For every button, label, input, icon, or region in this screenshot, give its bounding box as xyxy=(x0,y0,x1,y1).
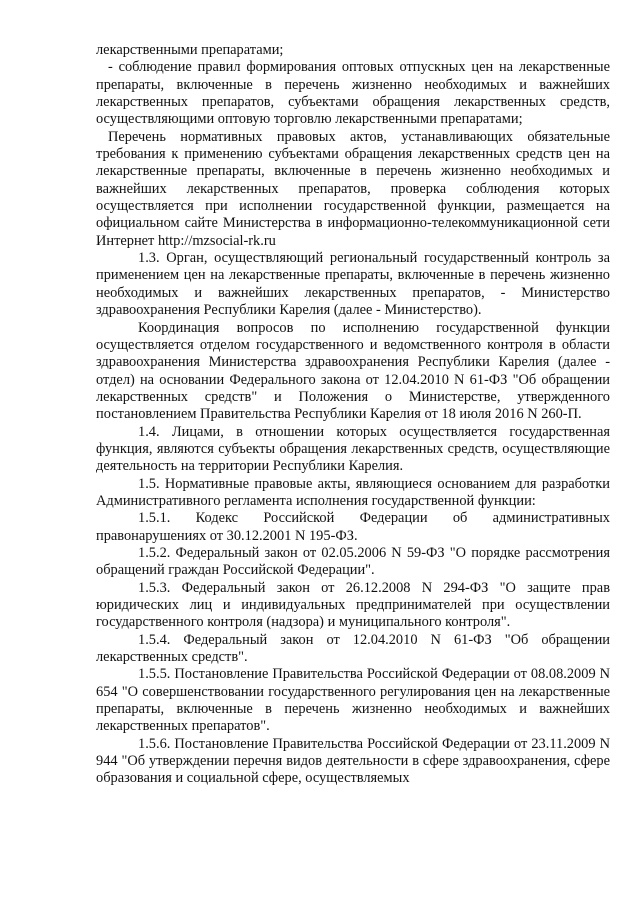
paragraph-wholesale-prices: - соблюдение правил формирования оптовых отпускных цен на лекарственные препараты, включенные в перечень жизненно необходимых и важнейших лекарственных препаратов, субъектами обращения лекарственных средств, осуществляющими оптовую торговлю лекарственными препаратами; xyxy=(96,59,610,128)
document-page xyxy=(96,42,610,892)
paragraph-coordination: Координация вопросов по исполнению государственной функции осуществляется отделом государственного и ведомственного контроля в области здравоохранения Министерства здравоохранения Республики Карелия (далее - отдел) на основании Федерального закона от 12.04.2010 N 61-ФЗ "Об обращении лекарственных средств" и Положения о Министерстве, утвержденного постановлением Правительства Республики Карелия от 18 июля 2016 N 260-П. xyxy=(96,319,610,423)
paragraph-1-5-1: 1.5.1. Кодекс Российской Федерации об административных правонарушениях от 30.12.2001 N 195-ФЗ. xyxy=(96,510,610,544)
paragraph-1-4: 1.4. Лицами, в отношении которых осуществляется государственная функция, являются субъекты обращения лекарственных средств, осуществляющие деятельность на территории Республики Карелия. xyxy=(96,423,610,475)
paragraph-1-5-6: 1.5.6. Постановление Правительства Российской Федерации от 23.11.2009 N 944 "Об утверждении перечня видов деятельности в сфере здравоохранения, сфере образования и социальной сфере, осуществляемых xyxy=(96,735,610,787)
paragraph-1-5-5: 1.5.5. Постановление Правительства Российской Федерации от 08.08.2009 N 654 "О совершенствовании государственного регулирования цен на лекарственные препараты, включенные в перечень жизненно необходимых и важнейших лекарственных препаратов". xyxy=(96,666,610,735)
paragraph-1-3: 1.3. Орган, осуществляющий региональный государственный контроль за применением цен на лекарственные препараты, включенные в перечень жизненно необходимых и важнейших лекарственных препаратов, - Министерство здравоохранения Республики Карелия (далее - Министерство). xyxy=(96,250,610,319)
paragraph-1-5-2: 1.5.2. Федеральный закон от 02.05.2006 N 59-ФЗ "О порядке рассмотрения обращений граждан Российской Федерации". xyxy=(96,544,610,579)
paragraph-continuation: лекарственными препаратами; xyxy=(96,42,284,58)
paragraph-1-5-4: 1.5.4. Федеральный закон от 12.04.2010 N 61-ФЗ "Об обращении лекарственных средств". xyxy=(96,631,610,666)
paragraph-1-5: 1.5. Нормативные правовые акты, являющиеся основанием для разработки Административного регламента исполнения государственной функции: xyxy=(96,475,610,509)
paragraph-legal-acts-list: Перечень нормативных правовых актов, устанавливающих обязательные требования к применению субъектами обращения лекарственных средств цен на лекарственные препараты, включенные в перечень жизненно необходимых и важнейших лекарственных препаратов, проверка соблюдения которых осуществляется при исполнении государственной функции, размещается на официальном сайте Министерства в информационно-телекоммуникационной сети Интернет http://mzsocial-rk.ru xyxy=(96,128,610,249)
paragraph-1-5-3: 1.5.3. Федеральный закон от 26.12.2008 N 294-ФЗ "О защите прав юридических лиц и индивидуальных предпринимателей при осуществлении государственного контроля (надзора) и муниципального контроля". xyxy=(96,579,610,631)
